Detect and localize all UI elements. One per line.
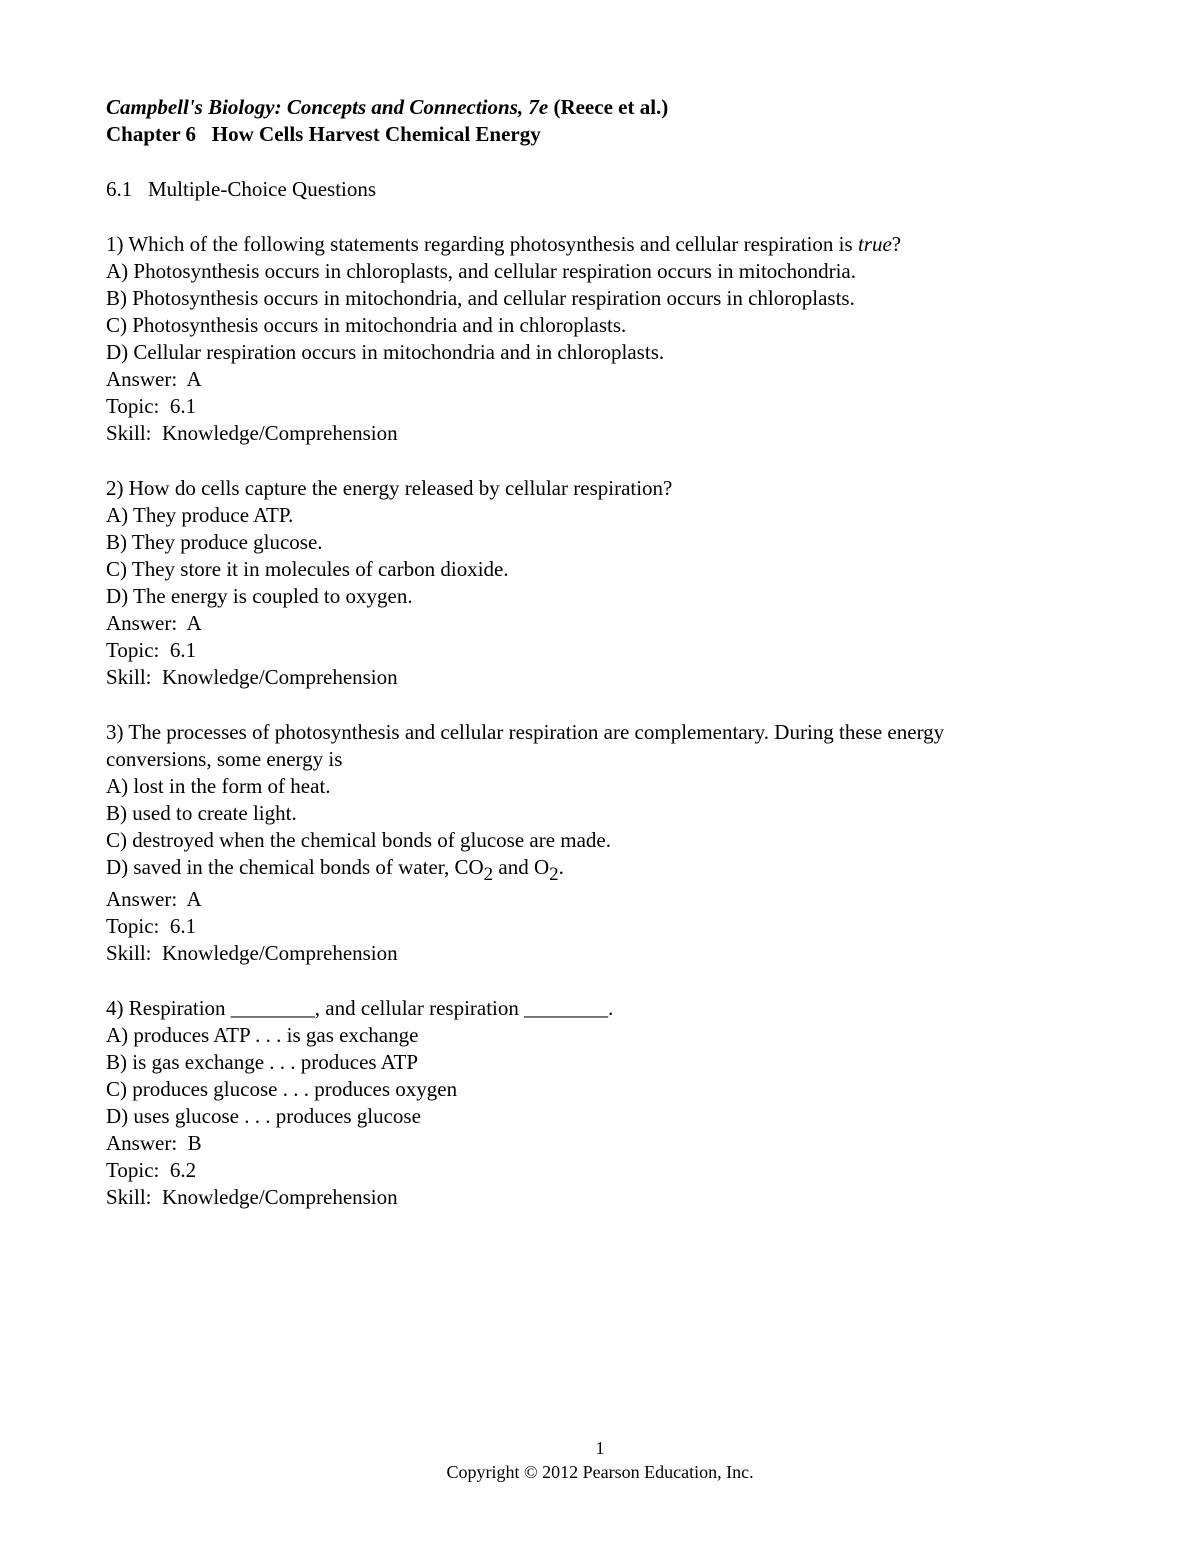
chapter-title: [106, 121, 1086, 148]
question-4: [106, 995, 1086, 1211]
page-footer: [0, 1436, 1200, 1484]
co2-subscript: 2: [483, 864, 494, 885]
copyright-notice: Copyright © 2012 Pearson Education, Inc.: [446, 1462, 754, 1482]
book-authors: (Reece et al.): [553, 95, 669, 119]
question-1-skill: Skill: Knowledge/Comprehension: [106, 421, 398, 445]
question-3-answer: Answer: A: [106, 887, 202, 911]
chapter-title-text: Chapter 6 How Cells Harvest Chemical Energy: [106, 122, 541, 146]
question-4-stem: 4) Respiration ________, and cellular respiration ________.: [106, 996, 614, 1020]
question-4-option-d: D) uses glucose . . . produces glucose: [106, 1104, 421, 1128]
question-1-option-a: A) Photosynthesis occurs in chloroplasts, and cellular respiration occurs in mitochondria.: [106, 259, 857, 283]
question-1: [106, 231, 1086, 447]
question-1-option-b: B) Photosynthesis occurs in mitochondria, and cellular respiration occurs in chloroplasts.: [106, 286, 855, 310]
question-1-stem-emphasis: true: [857, 232, 892, 256]
question-2-stem: 2) How do cells capture the energy released by cellular respiration?: [106, 476, 673, 500]
question-3-option-b: B) used to create light.: [106, 801, 297, 825]
question-4-option-c: C) produces glucose . . . produces oxygen: [106, 1077, 458, 1101]
question-4-option-b: B) is gas exchange . . . produces ATP: [106, 1050, 419, 1074]
question-2: [106, 475, 1086, 691]
o2-subscript: 2: [549, 864, 559, 885]
question-1-topic: Topic: 6.1: [106, 394, 197, 418]
question-1-stem: [106, 231, 1086, 258]
question-3-option-a: A) lost in the form of heat.: [106, 774, 331, 798]
question-3-stem-line-1: 3) The processes of photosynthesis and cellular respiration are complementary. During these energy: [106, 720, 945, 744]
question-3-topic: Topic: 6.1: [106, 914, 197, 938]
question-2-skill: Skill: Knowledge/Comprehension: [106, 665, 398, 689]
question-2-answer: Answer: A: [106, 611, 202, 635]
question-3-skill: Skill: Knowledge/Comprehension: [106, 941, 398, 965]
question-4-skill: Skill: Knowledge/Comprehension: [106, 1185, 398, 1209]
question-1-option-d: D) Cellular respiration occurs in mitochondria and in chloroplasts.: [106, 340, 665, 364]
question-3-option-d: [106, 854, 1086, 885]
question-3-option-d-middle: and O: [493, 855, 550, 879]
question-2-option-c: C) They store it in molecules of carbon dioxide.: [106, 557, 509, 581]
question-3: [106, 719, 1086, 967]
document-page: [106, 94, 1086, 1211]
section-heading: [106, 176, 1086, 203]
question-4-option-a: A) produces ATP . . . is gas exchange: [106, 1023, 419, 1047]
question-3-option-d-end: .: [558, 855, 564, 879]
question-4-topic: Topic: 6.2: [106, 1158, 197, 1182]
question-2-option-a: A) They produce ATP.: [106, 503, 294, 527]
page-number: 1: [595, 1438, 605, 1458]
question-1-answer: Answer: A: [106, 367, 202, 391]
question-3-option-c: C) destroyed when the chemical bonds of glucose are made.: [106, 828, 611, 852]
question-4-answer: Answer: B: [106, 1131, 202, 1155]
question-3-option-d-text: D) saved in the chemical bonds of water, CO: [106, 855, 484, 879]
question-1-stem-text: 1) Which of the following statements regarding photosynthesis and cellular respiration is: [106, 232, 858, 256]
book-title: Campbell's Biology: Concepts and Connections, 7e: [106, 95, 549, 119]
question-2-option-b: B) They produce glucose.: [106, 530, 323, 554]
book-title-line: [106, 94, 1086, 121]
question-2-option-d: D) The energy is coupled to oxygen.: [106, 584, 413, 608]
question-1-stem-end: ?: [891, 232, 902, 256]
section-heading-text: 6.1 Multiple-Choice Questions: [106, 177, 377, 201]
question-2-topic: Topic: 6.1: [106, 638, 197, 662]
question-3-stem-line-2: conversions, some energy is: [106, 747, 343, 771]
question-1-option-c: C) Photosynthesis occurs in mitochondria and in chloroplasts.: [106, 313, 627, 337]
